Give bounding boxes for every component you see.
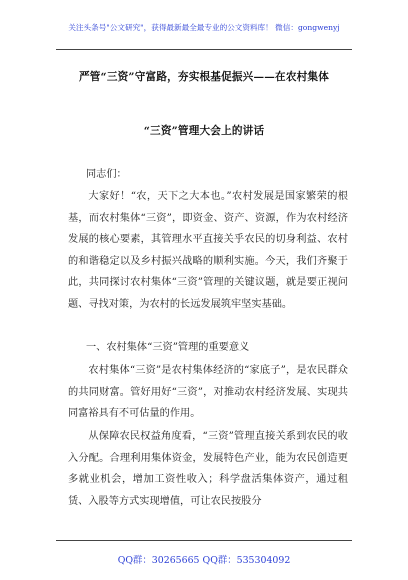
salutation: 同志们： bbox=[86, 169, 127, 180]
footer-qq-groups: QQ群：30265665 QQ群：535304092 bbox=[117, 555, 291, 566]
section-heading-1: 一、农村集体“三资”管理的重要意义 bbox=[86, 342, 250, 353]
document-title-line-1: 严管“三资”守富路，夯实根基促振兴——在农村集体 bbox=[78, 71, 330, 83]
document-title-line-2: “三资”管理大会上的讲话 bbox=[143, 125, 265, 137]
paragraph-significance: 农村集体“三资”是农村集体经济的“家底子”，是农民群众的共同财富。管好用好“三资”，对推动农村经济发展、实现共同富裕具有不可估量的作用。 bbox=[68, 365, 348, 420]
header-divider bbox=[56, 49, 352, 50]
paragraph-intro: 大家好！“农，天下之大本也。”农村发展是国家繁荣的根基，而农村集体“三资”，即资金、资产、资源，作为农村经济发展的核心要素，其管理水平直接关乎农民的切身利益、农村的和谐稳定以及乡村振兴战略的顺利实施。今天，我们齐聚于此，共同探讨农村集体“三资”管理的关键议题，就是要正视问题、寻找对策，为农村的长远发展筑牢坚实基础。 bbox=[68, 191, 348, 310]
header-banner: 关注头条号"公文研究"，获得最新最全最专业的公文资料库！ 微信：gongwenyj bbox=[68, 23, 340, 32]
footer-divider bbox=[56, 540, 352, 541]
paragraph-farmer-rights: 从保障农民权益角度看，“三资”管理直接关系到农民的收入分配。合理利用集体资金，发展特色产业，能为农民创造更多就业机会，增加工资性收入；科学盘活集体资产，通过租赁、入股等方式实现增值，可让农民按股分 bbox=[68, 431, 348, 507]
